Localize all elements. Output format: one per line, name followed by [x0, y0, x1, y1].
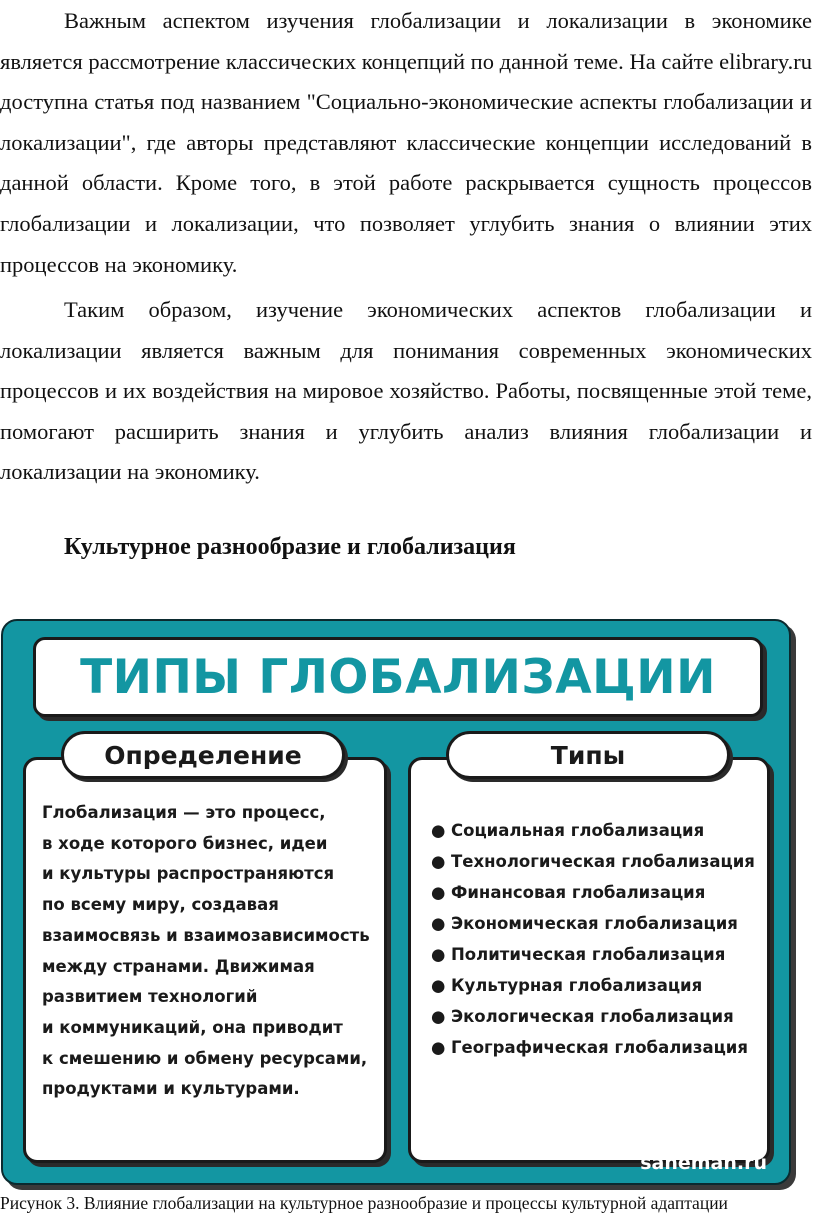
list-item — [431, 1032, 755, 1063]
definition-line: и культуры распространяются — [42, 864, 335, 884]
definition-line: между странами. Движимая — [42, 956, 315, 976]
section-heading: Культурное разнообразие и глобализация — [64, 534, 516, 560]
list-item — [431, 970, 755, 1001]
type-label: Экономическая глобализация — [451, 914, 738, 933]
definition-line: развитием технологий — [42, 987, 258, 1007]
list-item — [431, 877, 755, 908]
body-paragraph-1: Важным аспектом изучения глобализации и локализации в экономике является рассмотрение классических концепций по данной теме. На сайте elibrary.ru доступна статья под названием "Социально-экономические аспекты глобализации и локализации", где авторы представляют классические концепции исследований в данной области. Кроме того, в этой работе раскрывается сущность процессов глобализации и локализации, что позволяет углубить знания о влиянии этих процессов на экономику. — [0, 8, 812, 277]
infographic-title-banner — [33, 637, 763, 717]
bullet-icon: ● — [431, 914, 446, 933]
definition-tab-label: Определение — [61, 731, 345, 779]
type-label: Социальная глобализация — [451, 821, 705, 840]
figure-caption: Рисунок 3. Влияние глобализации на культурное разнообразие и процессы культурной адаптации — [0, 1193, 728, 1213]
type-label: Экологическая глобализация — [451, 1007, 734, 1026]
bullet-icon: ● — [431, 821, 446, 840]
definition-line: по всему миру, создавая — [42, 895, 279, 915]
list-item — [431, 939, 755, 970]
types-tab-label: Типы — [446, 731, 730, 779]
definition-text — [42, 798, 382, 1105]
list-item — [431, 1001, 755, 1032]
type-label: Культурная глобализация — [451, 976, 703, 995]
bullet-icon: ● — [431, 1007, 446, 1026]
definition-line: в ходе которого бизнес, идеи — [42, 833, 328, 853]
infographic-title: ТИПЫ ГЛОБАЛИЗАЦИИ — [80, 649, 716, 705]
bullet-icon: ● — [431, 1038, 446, 1057]
bullet-icon: ● — [431, 883, 446, 902]
bullet-icon: ● — [431, 976, 446, 995]
list-item — [431, 846, 755, 877]
body-paragraph-2: Таким образом, изучение экономических аспектов глобализации и локализации является важным для понимания современных экономических процессов и их воздействия на мировое хозяйство. Работы, посвященные этой теме, помогают расширить знания и углубить анализ влияния глобализации и локализации на экономику. — [0, 297, 812, 485]
type-label: Политическая глобализация — [451, 945, 726, 964]
type-label: Технологическая глобализация — [451, 852, 755, 871]
source-credit: saneman.ru — [640, 1152, 767, 1174]
definition-line: взаимосвязь и взаимозависимость — [42, 925, 370, 945]
type-label: Географическая глобализация — [451, 1038, 748, 1057]
list-item — [431, 815, 755, 846]
bullet-icon: ● — [431, 945, 446, 964]
globalization-types-infographic — [1, 619, 791, 1185]
bullet-icon: ● — [431, 852, 446, 871]
types-list — [431, 815, 755, 1063]
definition-line: продуктами и культурами. — [42, 1079, 300, 1099]
list-item — [431, 908, 755, 939]
type-label: Финансовая глобализация — [451, 883, 706, 902]
types-panel — [408, 757, 770, 1163]
definition-line: и коммуникаций, она приводит — [42, 1017, 343, 1037]
definition-line: к смешению и обмену ресурсами, — [42, 1048, 368, 1068]
definition-line: Глобализация — это процесс, — [42, 803, 326, 822]
definition-panel — [23, 757, 387, 1163]
